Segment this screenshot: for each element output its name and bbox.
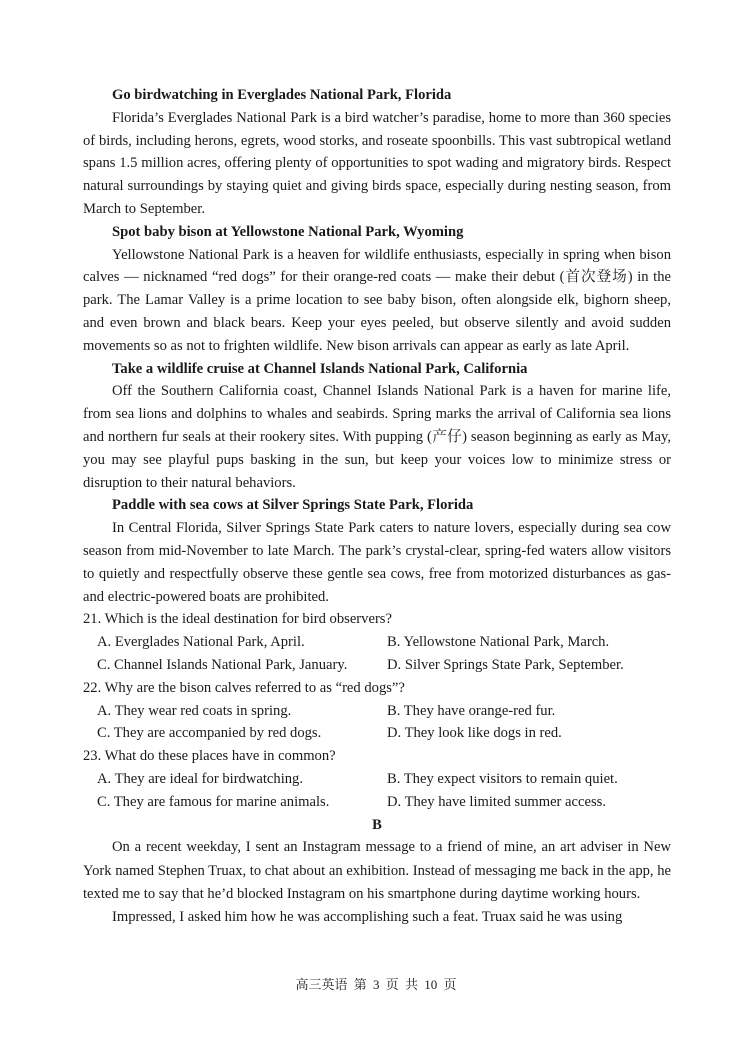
question-22-options	[83, 700, 671, 746]
option-23b: B. They expect visitors to remain quiet.	[387, 770, 618, 787]
option-22a: A. They wear red coats in spring.	[97, 702, 292, 719]
option-22b: B. They have orange-red fur.	[387, 702, 556, 719]
passage-b-paragraph-2: Impressed, I asked him how he was accomplishing such a feat. Truax said he was using	[112, 908, 623, 925]
option-21b: B. Yellowstone National Park, March.	[387, 634, 610, 651]
option-21d: D. Silver Springs State Park, September.	[387, 656, 624, 673]
option-23c: C. They are famous for marine animals.	[97, 793, 330, 810]
question-23-options	[83, 768, 671, 814]
section-heading-yellowstone: Spot baby bison at Yellowstone National Park, Wyoming	[112, 223, 464, 240]
question-21-options	[83, 631, 671, 677]
exam-page	[83, 84, 671, 929]
option-23d: D. They have limited summer access.	[387, 793, 606, 810]
option-21a: A. Everglades National Park, April.	[97, 634, 305, 651]
option-23a: A. They are ideal for birdwatching.	[97, 770, 303, 787]
section-body-silver-springs: In Central Florida, Silver Springs State Park caters to nature lovers, especially during sea cow season from mid-November to late March. The park’s crystal-clear, spring-fed waters allow visitors to quietly and respectfully observe these gentle sea cows, free from motorized disturbances as gas- and electric-powered boats are prohibited.	[83, 520, 671, 605]
section-heading-everglades: Go birdwatching in Everglades National Park, Florida	[112, 87, 452, 103]
option-22d: D. They look like dogs in red.	[387, 725, 562, 742]
passage-b-label: B	[372, 816, 382, 833]
section-body-yellowstone: Yellowstone National Park is a heaven for wildlife enthusiasts, especially in spring when bison calves — nicknamed “red dogs” for their orange-red coats — make their debut (首次登场) in the park. The Lamar Valley is a prime location to see baby bison, often alongside elk, bighorn sheep, and even brown and black bears. Keep your eyes peeled, but observe silently and avoid sudden movements so as not to frighten wildlife. New bison arrivals can appear as early as late April.	[83, 246, 671, 354]
option-22c: C. They are accompanied by red dogs.	[97, 725, 322, 742]
question-23-stem: 23. What do these places have in common?	[83, 748, 336, 765]
question-22-stem: 22. Why are the bison calves referred to as “red dogs”?	[83, 679, 405, 696]
section-body-channel-islands: Off the Southern California coast, Channel Islands National Park is a haven for marine life, from sea lions and dolphins to whales and seabirds. Spring marks the arrival of California sea lions and northern fur seals at their rookery sites. With pupping (产仔) season beginning as early as May, you may see playful pups basking in the sun, but keep your voices low to minimize stress or disruption to their natural behaviors.	[83, 383, 671, 491]
section-body-everglades: Florida’s Everglades National Park is a bird watcher’s paradise, home to more than 360 species of birds, including herons, egrets, wood storks, and roseate spoonbills. This vast subtropical wetland spans 1.5 million acres, offering plenty of opportunities to spot wading and migratory birds. Respect natural surroundings by staying quiet and giving birds space, especially during nesting season, from March to September.	[83, 109, 671, 217]
question-21-stem: 21. Which is the ideal destination for bird observers?	[83, 611, 392, 628]
option-21c: C. Channel Islands National Park, January.	[97, 656, 348, 673]
passage-b-paragraph-1: On a recent weekday, I sent an Instagram message to a friend of mine, an art adviser in New York named Stephen Truax, to chat about an exhibition. Instead of messaging me back in the app, he texted me to say that he’d blocked Instagram on his smartphone during daytime working hours.	[83, 839, 671, 902]
section-heading-channel-islands: Take a wildlife cruise at Channel Islands National Park, California	[112, 360, 528, 377]
page-footer: 高三英语 第 3 页 共 10 页	[295, 977, 457, 992]
section-heading-silver-springs: Paddle with sea cows at Silver Springs State Park, Florida	[112, 497, 474, 514]
